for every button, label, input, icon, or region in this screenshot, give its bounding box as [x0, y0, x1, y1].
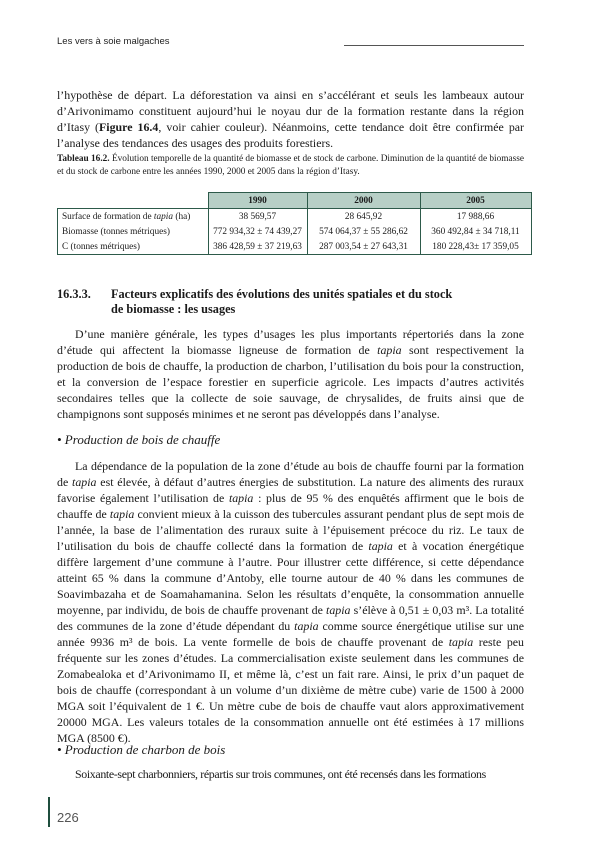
paragraph-text: est élevée, à défaut d’autres énergies de substitution. La nature des aliments des ruraux favorise également l’utilisation de: [57, 475, 524, 505]
intro-text: l’hypothèse de départ. La déforestation va ainsi en s’accélérant et seuls les lambeaux autour d’Arivonimamo constituent aujourd’hui le noyau dur de la formation restante dans la région d’Itasy (: [57, 88, 524, 134]
row-label-italic: tapia: [153, 211, 174, 222]
table-caption: [57, 153, 527, 179]
table-corner: [58, 193, 209, 209]
subheading-charbon-de-bois: • Production de charbon de bois: [57, 742, 226, 757]
table-cell: 360 492,84 ± 34 718,11: [420, 224, 531, 239]
page-number: 226: [57, 810, 79, 825]
italic-term: tapia: [109, 507, 135, 521]
row-label: Biomasse (tonnes métriques): [58, 224, 209, 239]
italic-term: tapia: [377, 343, 402, 357]
table-header-row: [58, 193, 532, 209]
charbon-paragraph: [57, 766, 524, 782]
table-cell: 180 228,43± 17 359,05: [420, 239, 531, 255]
paragraph-text: comme source énergétique utilise sur une année 9936 m³ de bois. La vente formelle de bois de chauffe provenant de: [57, 619, 524, 649]
section-title-line2: de biomasse : les usages: [111, 302, 236, 316]
italic-term: tapia: [326, 603, 351, 617]
italic-term: tapia: [448, 635, 474, 649]
page-number-bar: [48, 797, 50, 827]
italic-term: tapia: [72, 475, 97, 489]
biomass-table: [57, 192, 532, 255]
paragraph-text: La dépendance de la population de la zone d’étude au bois de chauffe fourni par la formation de: [57, 459, 524, 489]
italic-term: tapia: [228, 491, 254, 505]
column-header-2005: 2005: [420, 193, 531, 209]
column-header-2000: 2000: [307, 193, 420, 209]
paragraph-text: s’élève à 0,51 ± 0,03 m³. La totalité des communes de la zone d’étude dépendant du: [57, 603, 524, 633]
header-rule: [344, 45, 524, 46]
row-label: [58, 209, 209, 225]
table-cell: 574 064,37 ± 55 286,62: [307, 224, 420, 239]
row-label-text: Surface de formation de: [62, 211, 154, 222]
figure-reference: Figure 16.4: [99, 120, 159, 134]
table-row: [58, 209, 532, 225]
section-title-line1: Facteurs explicatifs des évolutions des unités spatiales et du stock: [111, 287, 453, 301]
table-cell: 17 988,66: [420, 209, 531, 225]
section-heading: [57, 287, 527, 317]
usages-paragraph: [57, 326, 524, 422]
intro-text-end: , voir cahier couleur). Néanmoins, cette tendance doit être confirmée par l’analyse des tendances des usages des produits forestiers.: [57, 120, 525, 150]
paragraph-text: reste peu fréquente sur les zones d’études. La commercialisation existe seulement dans les communes de Zomabealoka et d’Arivonimamo II, et même là, c’est un fait rare. Ainsi, le prix d’un paquet de bois de chauffe (correspondant à un volume d’un dixième de mètre cube) varie de 1500 à 2000 MGA soit l’équivalent de 1 €. Un mètre cube de bois de chauffe vaut alors approximativement 20000 MGA. Les valeurs totales de la consommation annuelle ont été estimées à 17 millions MGA (8500 €).: [57, 635, 524, 745]
subheading-bois-de-chauffe: • Production de bois de chauffe: [57, 432, 221, 447]
table-cell: 287 003,54 ± 27 643,31: [307, 239, 420, 255]
paragraph-text: convient mieux à la cuisson des tubercules assurant pendant plus de sept mois de l’année, la base de l’alimentation des ruraux suite à l’épuisement précoce du riz. Le taux de l’utilisation du bois de chauffe collecté dans la formation de: [57, 507, 524, 553]
table-row: [58, 239, 532, 255]
column-header-1990: 1990: [208, 193, 307, 209]
paragraph-text: Soixante-sept charbonniers, répartis sur trois communes, ont été recensés dans les formations: [75, 767, 486, 781]
chauffe-paragraph: [57, 458, 524, 746]
table-row: [58, 224, 532, 239]
row-label-suffix: (ha): [173, 211, 191, 222]
paragraph-text: sont respectivement la production de bois de chauffe, la production de charbon, l’utilisation du bois pour la construction, et la conversion de l’espace forestier en superficie agricole. Les impacts d’autres activités secondaires telles que la collecte de soie sauvage, de chrysalides, de fruits ainsi que de champignons sont supposés minimes et ne seront pas développés dans l’analyse.: [57, 343, 525, 421]
table-caption-text: Évolution temporelle de la quantité de biomasse et de stock de carbone. Diminution de la quantité de biomasse et du stock de carbone entre les années 1990, 2000 et 2005 dans la région d’Itasy.: [57, 154, 524, 177]
running-head-title: Les vers à soie malgaches: [57, 36, 170, 47]
table-caption-label: Tableau 16.2.: [57, 154, 110, 164]
paragraph-text: D’une manière générale, les types d’usages les plus importants répertoriés dans la zone d’étude qui affectent la biomasse ligneuse de formation de: [57, 327, 524, 357]
row-label: C (tonnes métriques): [58, 239, 209, 255]
table-cell: 772 934,32 ± 74 439,27: [208, 224, 307, 239]
table-cell: 386 428,59 ± 37 219,63: [208, 239, 307, 255]
intro-paragraph: [57, 87, 524, 151]
italic-term: tapia: [294, 619, 319, 633]
paragraph-text: : plus de 95 % des enquêtés affirment que le bois de chauffe de: [57, 491, 524, 521]
table-cell: 28 645,92: [307, 209, 420, 225]
italic-term: tapia: [368, 539, 393, 553]
table-cell: 38 569,57: [208, 209, 307, 225]
section-number: 16.3.3.: [57, 287, 91, 301]
paragraph-text: et à vocation énergétique diffère largement d’une commune à l’autre. Pour illustrer cette différence, si cette dépendance atteint 65 % dans la commune d’Antoby, elle tourne autour de 40 % dans les communes de Soavimbazaha et de Soamahamanina. Selon les résultats d’enquête, la consommation annuelle moyenne, par individu, de bois de chauffe provenant de: [57, 539, 525, 617]
